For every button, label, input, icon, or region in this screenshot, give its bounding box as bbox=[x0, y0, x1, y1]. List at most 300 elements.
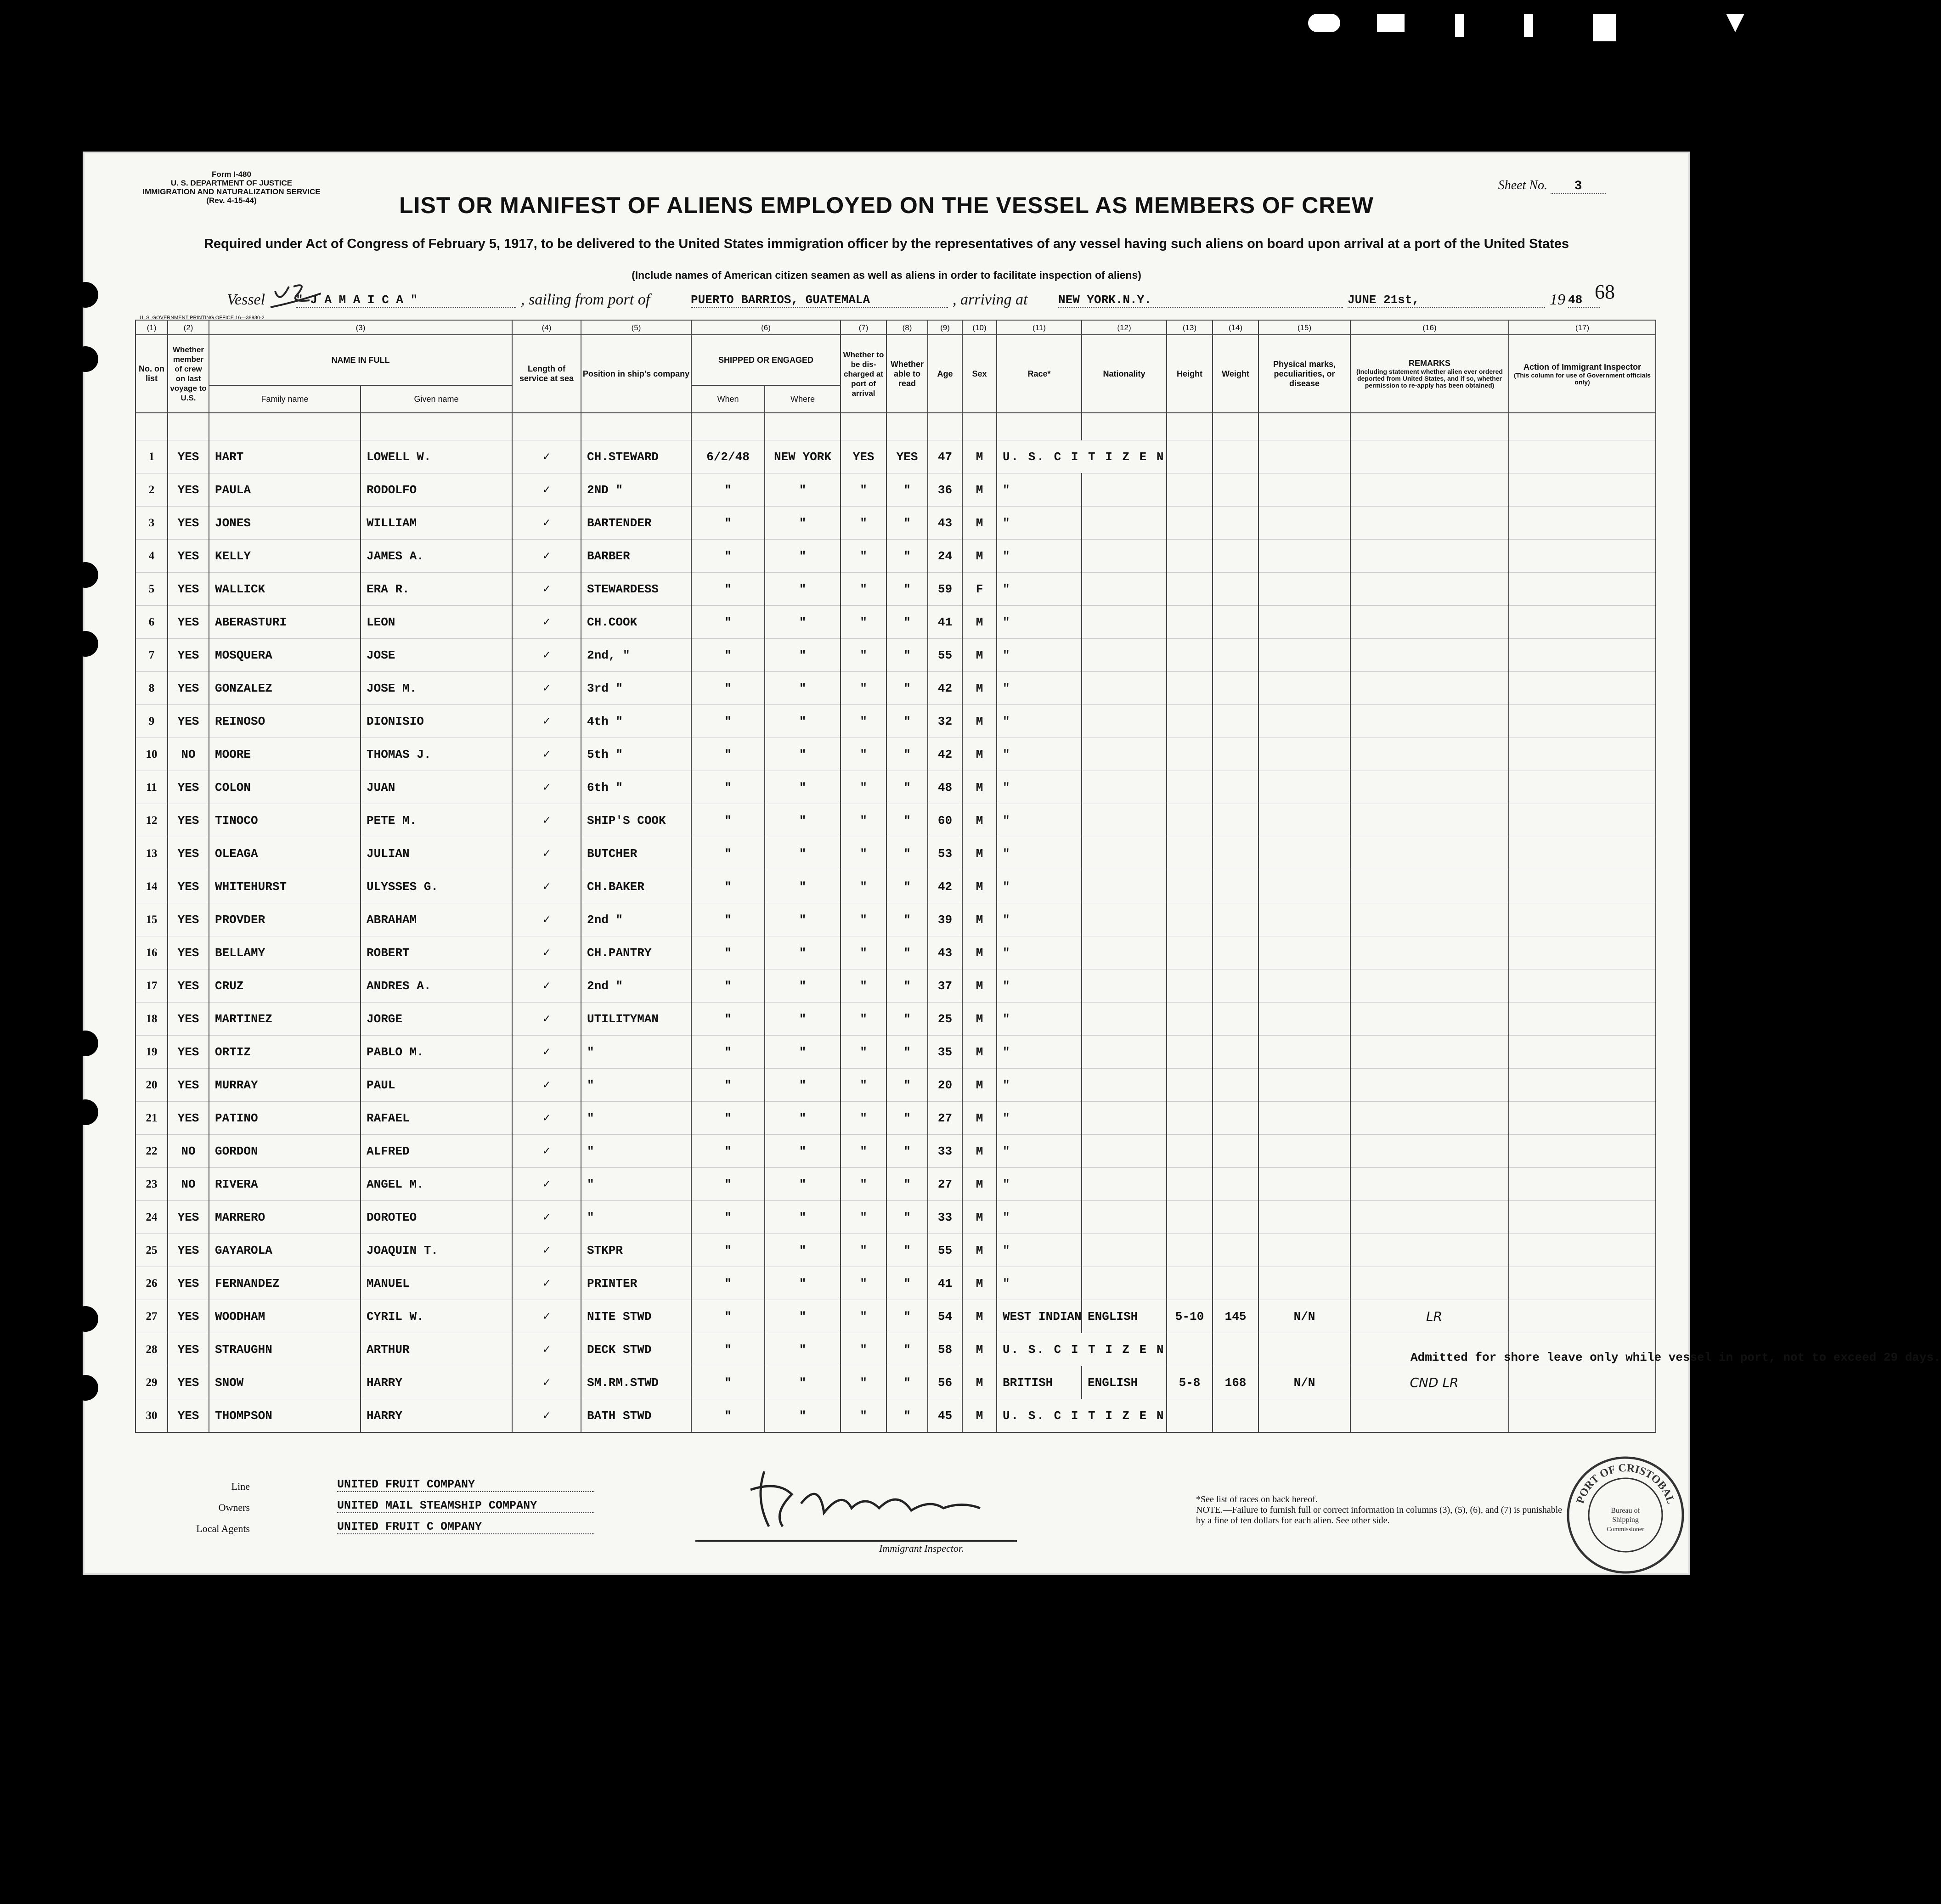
discharged-cell: " bbox=[841, 1300, 886, 1333]
sex-cell: M bbox=[962, 837, 997, 870]
row-number: 6 bbox=[135, 606, 168, 639]
given-name-cell: JOSE M. bbox=[361, 672, 512, 705]
service-check-cell: ✓ bbox=[512, 1069, 581, 1102]
able-to-read-cell: " bbox=[886, 837, 928, 870]
nationality-cell bbox=[1082, 870, 1167, 903]
sex-cell: M bbox=[962, 1399, 997, 1433]
remarks-cell bbox=[1350, 705, 1509, 738]
family-name-cell: GAYAROLA bbox=[209, 1234, 361, 1267]
member-cell: YES bbox=[168, 771, 209, 804]
crew-row bbox=[135, 1102, 1656, 1135]
able-to-read-cell: " bbox=[886, 1366, 928, 1399]
spacer-cell bbox=[581, 413, 691, 440]
fine-note: NOTE.—Failure to furnish full or correct information in columns (3), (5), (6), and (7) is punishable by a fine of ten dollars for each alien. See other side. bbox=[1196, 1505, 1563, 1526]
given-name-cell: DIONISIO bbox=[361, 705, 512, 738]
remarks-cell bbox=[1350, 969, 1509, 1003]
shipped-where-cell: " bbox=[765, 936, 841, 969]
able-to-read-cell: " bbox=[886, 1267, 928, 1300]
position-cell: PRINTER bbox=[581, 1267, 691, 1300]
row-number: 28 bbox=[135, 1333, 168, 1366]
race-cell: " bbox=[997, 540, 1082, 573]
sex-cell: M bbox=[962, 1135, 997, 1168]
able-to-read-cell: " bbox=[886, 870, 928, 903]
race-cell: " bbox=[997, 1168, 1082, 1201]
races-note: *See list of races on back hereof. bbox=[1196, 1494, 1318, 1504]
handwritten-vessel-mark bbox=[266, 277, 330, 314]
crew-row bbox=[135, 1069, 1656, 1102]
service-check-cell: ✓ bbox=[512, 969, 581, 1003]
shipped-when-cell: " bbox=[691, 1201, 765, 1234]
service-check-cell: ✓ bbox=[512, 573, 581, 606]
member-cell: YES bbox=[168, 639, 209, 672]
age-cell: 39 bbox=[928, 903, 962, 936]
able-to-read-cell: " bbox=[886, 606, 928, 639]
sex-cell: M bbox=[962, 1333, 997, 1366]
shipped-where-cell: " bbox=[765, 1300, 841, 1333]
height-cell: 5-10 bbox=[1167, 1300, 1213, 1333]
service-check-cell: ✓ bbox=[512, 1234, 581, 1267]
page-subtitle-note: (Include names of American citizen seamen as well as aliens in order to facilitate inspection of aliens) bbox=[632, 269, 1141, 281]
height-cell bbox=[1167, 573, 1213, 606]
spacer-cell bbox=[997, 413, 1082, 440]
age-cell: 32 bbox=[928, 705, 962, 738]
discharged-cell: " bbox=[841, 1036, 886, 1069]
height-cell bbox=[1167, 1102, 1213, 1135]
family-name-cell: WOODHAM bbox=[209, 1300, 361, 1333]
shipped-where-cell: " bbox=[765, 804, 841, 837]
service-check-cell: ✓ bbox=[512, 639, 581, 672]
nationality-cell bbox=[1082, 771, 1167, 804]
page-subtitle: Required under Act of Congress of February 5, 1917, to be delivered to the United States immigration officer by the representatives of any vessel having such aliens on board upon arrival at a port of the United States bbox=[203, 237, 1569, 251]
race-cell: " bbox=[997, 507, 1082, 540]
nationality-cell: ENGLISH bbox=[1082, 1300, 1167, 1333]
crew-row bbox=[135, 771, 1656, 804]
discharged-cell: " bbox=[841, 540, 886, 573]
height-cell bbox=[1167, 1234, 1213, 1267]
svg-text:Bureau of: Bureau of bbox=[1611, 1507, 1640, 1515]
weight-cell bbox=[1213, 1102, 1258, 1135]
row-number: 20 bbox=[135, 1069, 168, 1102]
member-cell: YES bbox=[168, 705, 209, 738]
service-check-cell: ✓ bbox=[512, 705, 581, 738]
given-name-cell: ROBERT bbox=[361, 936, 512, 969]
crew-row bbox=[135, 903, 1656, 936]
row-number: 23 bbox=[135, 1168, 168, 1201]
family-name-cell: WALLICK bbox=[209, 573, 361, 606]
nationality-cell bbox=[1082, 804, 1167, 837]
family-name-cell: CRUZ bbox=[209, 969, 361, 1003]
physical-marks-cell bbox=[1258, 507, 1350, 540]
family-name-cell: PROVDER bbox=[209, 903, 361, 936]
row-number: 19 bbox=[135, 1036, 168, 1069]
shipped-where-cell: " bbox=[765, 672, 841, 705]
height-cell bbox=[1167, 1003, 1213, 1036]
family-name-cell: COLON bbox=[209, 771, 361, 804]
sex-cell: F bbox=[962, 573, 997, 606]
position-cell: 5th " bbox=[581, 738, 691, 771]
position-cell: " bbox=[581, 1069, 691, 1102]
member-cell: YES bbox=[168, 1300, 209, 1333]
header-position: Position in ship's company bbox=[581, 335, 691, 413]
column-number: (3) bbox=[209, 320, 512, 335]
family-name-cell: GORDON bbox=[209, 1135, 361, 1168]
weight-cell bbox=[1213, 1201, 1258, 1234]
discharged-cell: " bbox=[841, 1399, 886, 1433]
service-check-cell: ✓ bbox=[512, 837, 581, 870]
film-frame-marks bbox=[1299, 14, 1758, 51]
action-cell bbox=[1509, 1036, 1656, 1069]
spacer-cell bbox=[1167, 413, 1213, 440]
member-cell: YES bbox=[168, 1267, 209, 1300]
race-cell: " bbox=[997, 804, 1082, 837]
shipped-where-cell: " bbox=[765, 1201, 841, 1234]
family-name-cell: SNOW bbox=[209, 1366, 361, 1399]
able-to-read-cell: YES bbox=[886, 440, 928, 473]
spacer-cell bbox=[361, 413, 512, 440]
column-number: (14) bbox=[1213, 320, 1258, 335]
age-cell: 53 bbox=[928, 837, 962, 870]
column-number: (2) bbox=[168, 320, 209, 335]
service-check-cell: ✓ bbox=[512, 1333, 581, 1366]
remarks-cell bbox=[1350, 903, 1509, 936]
age-cell: 33 bbox=[928, 1201, 962, 1234]
remarks-cell bbox=[1350, 507, 1509, 540]
able-to-read-cell: " bbox=[886, 639, 928, 672]
discharged-cell: " bbox=[841, 1234, 886, 1267]
position-cell: 2nd " bbox=[581, 969, 691, 1003]
header-remarks-note: (Including statement whether alien ever ordered deported from United States, and if so, whether permission to re-apply has been obtained) bbox=[1356, 368, 1503, 389]
crew-row bbox=[135, 1135, 1656, 1168]
sex-cell: M bbox=[962, 540, 997, 573]
family-name-cell: PAULA bbox=[209, 473, 361, 507]
spacer-cell bbox=[886, 413, 928, 440]
column-number: (7) bbox=[841, 320, 886, 335]
nationality-cell bbox=[1082, 606, 1167, 639]
weight-cell bbox=[1213, 771, 1258, 804]
arrival-date-value: JUNE 21st, bbox=[1348, 293, 1545, 308]
given-name-cell: ULYSSES G. bbox=[361, 870, 512, 903]
given-name-cell: HARRY bbox=[361, 1366, 512, 1399]
shipped-when-cell: " bbox=[691, 672, 765, 705]
age-cell: 42 bbox=[928, 672, 962, 705]
shipped-where-cell: " bbox=[765, 606, 841, 639]
printing-office-note: U. S. GOVERNMENT PRINTING OFFICE 16—38930-2 bbox=[140, 315, 265, 321]
physical-marks-cell bbox=[1258, 837, 1350, 870]
position-cell: UTILITYMAN bbox=[581, 1003, 691, 1036]
shipped-where-cell: " bbox=[765, 1399, 841, 1433]
action-cell bbox=[1509, 771, 1656, 804]
race-cell: " bbox=[997, 903, 1082, 936]
arriving-label: , arriving at bbox=[953, 291, 1028, 308]
position-cell: CH.COOK bbox=[581, 606, 691, 639]
spacer-cell bbox=[1350, 413, 1509, 440]
page-number: 68 bbox=[1595, 281, 1615, 303]
punch-hole bbox=[73, 562, 98, 588]
crew-row bbox=[135, 1267, 1656, 1300]
given-name-cell: LOWELL W. bbox=[361, 440, 512, 473]
service-check-cell: ✓ bbox=[512, 1003, 581, 1036]
spacer-cell bbox=[168, 413, 209, 440]
given-name-cell: ERA R. bbox=[361, 573, 512, 606]
height-cell bbox=[1167, 705, 1213, 738]
physical-marks-cell bbox=[1258, 573, 1350, 606]
header-action bbox=[1509, 335, 1656, 413]
physical-marks-cell bbox=[1258, 903, 1350, 936]
service-check-cell: ✓ bbox=[512, 804, 581, 837]
action-cell bbox=[1509, 540, 1656, 573]
nationality-cell bbox=[1082, 639, 1167, 672]
given-name-cell: PAUL bbox=[361, 1069, 512, 1102]
able-to-read-cell: " bbox=[886, 1135, 928, 1168]
header-age: Age bbox=[928, 335, 962, 413]
member-cell: YES bbox=[168, 1234, 209, 1267]
sex-cell: M bbox=[962, 1234, 997, 1267]
weight-cell bbox=[1213, 936, 1258, 969]
crew-row bbox=[135, 540, 1656, 573]
race-cell: " bbox=[997, 1267, 1082, 1300]
member-cell: YES bbox=[168, 804, 209, 837]
punch-hole bbox=[73, 1306, 98, 1332]
physical-marks-cell bbox=[1258, 473, 1350, 507]
remarks-cell bbox=[1350, 936, 1509, 969]
spacer-cell bbox=[765, 413, 841, 440]
header-nationality: Nationality bbox=[1082, 335, 1167, 413]
row-number: 27 bbox=[135, 1300, 168, 1333]
owners-label: Owners bbox=[218, 1502, 250, 1513]
header-shipped-or-engaged: SHIPPED OR ENGAGED bbox=[691, 335, 841, 385]
discharged-cell: " bbox=[841, 672, 886, 705]
crew-row bbox=[135, 573, 1656, 606]
given-name-cell: PETE M. bbox=[361, 804, 512, 837]
action-cell bbox=[1509, 936, 1656, 969]
race-cell: " bbox=[997, 473, 1082, 507]
shipped-when-cell: " bbox=[691, 1036, 765, 1069]
height-cell bbox=[1167, 1399, 1213, 1433]
discharged-cell: " bbox=[841, 1366, 886, 1399]
vessel-line bbox=[227, 291, 1582, 311]
physical-marks-cell bbox=[1258, 639, 1350, 672]
action-cell bbox=[1509, 1366, 1656, 1399]
row-number: 25 bbox=[135, 1234, 168, 1267]
inspector-caption: Immigrant Inspector. bbox=[879, 1543, 964, 1554]
row-number: 29 bbox=[135, 1366, 168, 1399]
position-cell: SHIP'S COOK bbox=[581, 804, 691, 837]
service-check-cell: ✓ bbox=[512, 1135, 581, 1168]
physical-marks-cell bbox=[1258, 1069, 1350, 1102]
remarks-cell bbox=[1350, 1069, 1509, 1102]
remarks-cell bbox=[1350, 1399, 1509, 1433]
physical-marks-cell bbox=[1258, 936, 1350, 969]
race-cell: " bbox=[997, 573, 1082, 606]
remarks-cell bbox=[1350, 1036, 1509, 1069]
shipped-when-cell: " bbox=[691, 870, 765, 903]
weight-cell bbox=[1213, 837, 1258, 870]
given-name-cell: JAMES A. bbox=[361, 540, 512, 573]
shipped-when-cell: " bbox=[691, 1168, 765, 1201]
height-cell bbox=[1167, 969, 1213, 1003]
action-cell bbox=[1509, 473, 1656, 507]
spacer-cell bbox=[512, 413, 581, 440]
crew-row bbox=[135, 1201, 1656, 1234]
age-cell: 24 bbox=[928, 540, 962, 573]
age-cell: 55 bbox=[928, 639, 962, 672]
height-cell bbox=[1167, 473, 1213, 507]
row-number: 10 bbox=[135, 738, 168, 771]
shipped-where-cell: " bbox=[765, 1234, 841, 1267]
sex-cell: M bbox=[962, 473, 997, 507]
sheet-number-value: 3 bbox=[1551, 179, 1606, 194]
weight-cell bbox=[1213, 969, 1258, 1003]
column-number: (1) bbox=[135, 320, 168, 335]
position-cell: SM.RM.STWD bbox=[581, 1366, 691, 1399]
shipped-when-cell: " bbox=[691, 804, 765, 837]
discharged-cell: " bbox=[841, 870, 886, 903]
action-cell bbox=[1509, 1399, 1656, 1433]
sex-cell: M bbox=[962, 771, 997, 804]
action-cell bbox=[1509, 1003, 1656, 1036]
column-number: (15) bbox=[1258, 320, 1350, 335]
discharged-cell: " bbox=[841, 738, 886, 771]
member-cell: YES bbox=[168, 1069, 209, 1102]
shipped-where-cell: " bbox=[765, 870, 841, 903]
sex-cell: M bbox=[962, 903, 997, 936]
service-check-cell: ✓ bbox=[512, 738, 581, 771]
height-cell bbox=[1167, 672, 1213, 705]
service-check-cell: ✓ bbox=[512, 540, 581, 573]
crew-row bbox=[135, 672, 1656, 705]
family-name-cell: MOORE bbox=[209, 738, 361, 771]
header-weight: Weight bbox=[1213, 335, 1258, 413]
able-to-read-cell: " bbox=[886, 1069, 928, 1102]
service-check-cell: ✓ bbox=[512, 473, 581, 507]
discharged-cell: " bbox=[841, 1333, 886, 1366]
able-to-read-cell: " bbox=[886, 473, 928, 507]
discharged-cell: " bbox=[841, 771, 886, 804]
header-remarks bbox=[1350, 335, 1509, 413]
physical-marks-cell bbox=[1258, 1201, 1350, 1234]
given-name-cell: DOROTEO bbox=[361, 1201, 512, 1234]
remarks-cell bbox=[1350, 1168, 1509, 1201]
shipped-when-cell: " bbox=[691, 1366, 765, 1399]
crew-row bbox=[135, 738, 1656, 771]
nationality-cell bbox=[1082, 969, 1167, 1003]
given-name-cell: JOAQUIN T. bbox=[361, 1234, 512, 1267]
weight-cell bbox=[1213, 1267, 1258, 1300]
family-name-cell: MARTINEZ bbox=[209, 1003, 361, 1036]
footer-company-info bbox=[158, 1476, 617, 1539]
crew-row bbox=[135, 1300, 1656, 1333]
nationality-cell bbox=[1082, 573, 1167, 606]
nationality-cell bbox=[1082, 1201, 1167, 1234]
crew-row bbox=[135, 639, 1656, 672]
header-name-in-full: NAME IN FULL bbox=[209, 335, 512, 385]
punch-hole bbox=[73, 631, 98, 657]
header-remarks-title: REMARKS bbox=[1408, 359, 1450, 368]
weight-cell bbox=[1213, 440, 1258, 473]
shipped-when-cell: " bbox=[691, 507, 765, 540]
race-cell: " bbox=[997, 1003, 1082, 1036]
punch-hole bbox=[73, 346, 98, 372]
member-cell: YES bbox=[168, 1003, 209, 1036]
given-name-cell: ANDRES A. bbox=[361, 969, 512, 1003]
column-number: (11) bbox=[997, 320, 1082, 335]
family-name-cell: GONZALEZ bbox=[209, 672, 361, 705]
discharged-cell: " bbox=[841, 473, 886, 507]
height-cell bbox=[1167, 440, 1213, 473]
able-to-read-cell: " bbox=[886, 672, 928, 705]
nationality-cell bbox=[1082, 1069, 1167, 1102]
crew-row bbox=[135, 473, 1656, 507]
header-no-on-list: No. on list bbox=[135, 335, 168, 413]
action-cell bbox=[1509, 969, 1656, 1003]
position-cell: CH.PANTRY bbox=[581, 936, 691, 969]
remarks-cell bbox=[1350, 672, 1509, 705]
footer-notes bbox=[1196, 1494, 1573, 1526]
arriving-port-value: NEW YORK.N.Y. bbox=[1058, 293, 1343, 308]
able-to-read-cell: " bbox=[886, 1234, 928, 1267]
age-cell: 59 bbox=[928, 573, 962, 606]
row-number: 2 bbox=[135, 473, 168, 507]
row-number: 3 bbox=[135, 507, 168, 540]
action-cell bbox=[1509, 1201, 1656, 1234]
header-race: Race* bbox=[997, 335, 1082, 413]
shipped-when-cell: 6/2/48 bbox=[691, 440, 765, 473]
svg-text:Commissioner: Commissioner bbox=[1607, 1526, 1644, 1533]
sex-cell: M bbox=[962, 936, 997, 969]
shipped-where-cell: " bbox=[765, 771, 841, 804]
spacer-cell bbox=[1082, 413, 1167, 440]
race-cell: " bbox=[997, 969, 1082, 1003]
weight-cell bbox=[1213, 507, 1258, 540]
shipped-where-cell: " bbox=[765, 540, 841, 573]
physical-marks-cell bbox=[1258, 1168, 1350, 1201]
age-cell: 60 bbox=[928, 804, 962, 837]
sex-cell: M bbox=[962, 507, 997, 540]
action-cell bbox=[1509, 440, 1656, 473]
given-name-cell: LEON bbox=[361, 606, 512, 639]
crew-table-body bbox=[135, 413, 1941, 1432]
able-to-read-cell: " bbox=[886, 1036, 928, 1069]
shipped-when-cell: " bbox=[691, 903, 765, 936]
member-cell: YES bbox=[168, 1102, 209, 1135]
position-cell: " bbox=[581, 1102, 691, 1135]
header-physical-marks: Physical marks, peculiarities, or disease bbox=[1258, 335, 1350, 413]
family-name-cell: PATINO bbox=[209, 1102, 361, 1135]
nationality-cell bbox=[1082, 738, 1167, 771]
race-cell: " bbox=[997, 705, 1082, 738]
sex-cell: M bbox=[962, 639, 997, 672]
row-number: 26 bbox=[135, 1267, 168, 1300]
action-cell bbox=[1509, 804, 1656, 837]
able-to-read-cell: " bbox=[886, 705, 928, 738]
weight-cell bbox=[1213, 1234, 1258, 1267]
family-name-cell: ABERASTURI bbox=[209, 606, 361, 639]
service-check-cell: ✓ bbox=[512, 936, 581, 969]
position-cell: 4th " bbox=[581, 705, 691, 738]
shipped-when-cell: " bbox=[691, 1234, 765, 1267]
action-cell bbox=[1509, 1135, 1656, 1168]
form-id-line: (Rev. 4-15-44) bbox=[206, 196, 257, 205]
member-cell: YES bbox=[168, 903, 209, 936]
remarks-cell bbox=[1350, 870, 1509, 903]
line-label: Line bbox=[231, 1481, 250, 1492]
crew-row bbox=[135, 804, 1656, 837]
header-height: Height bbox=[1167, 335, 1213, 413]
remarks-cell bbox=[1350, 1003, 1509, 1036]
height-cell bbox=[1167, 507, 1213, 540]
column-number: (5) bbox=[581, 320, 691, 335]
header-able-to-read: Whether able to read bbox=[886, 335, 928, 413]
